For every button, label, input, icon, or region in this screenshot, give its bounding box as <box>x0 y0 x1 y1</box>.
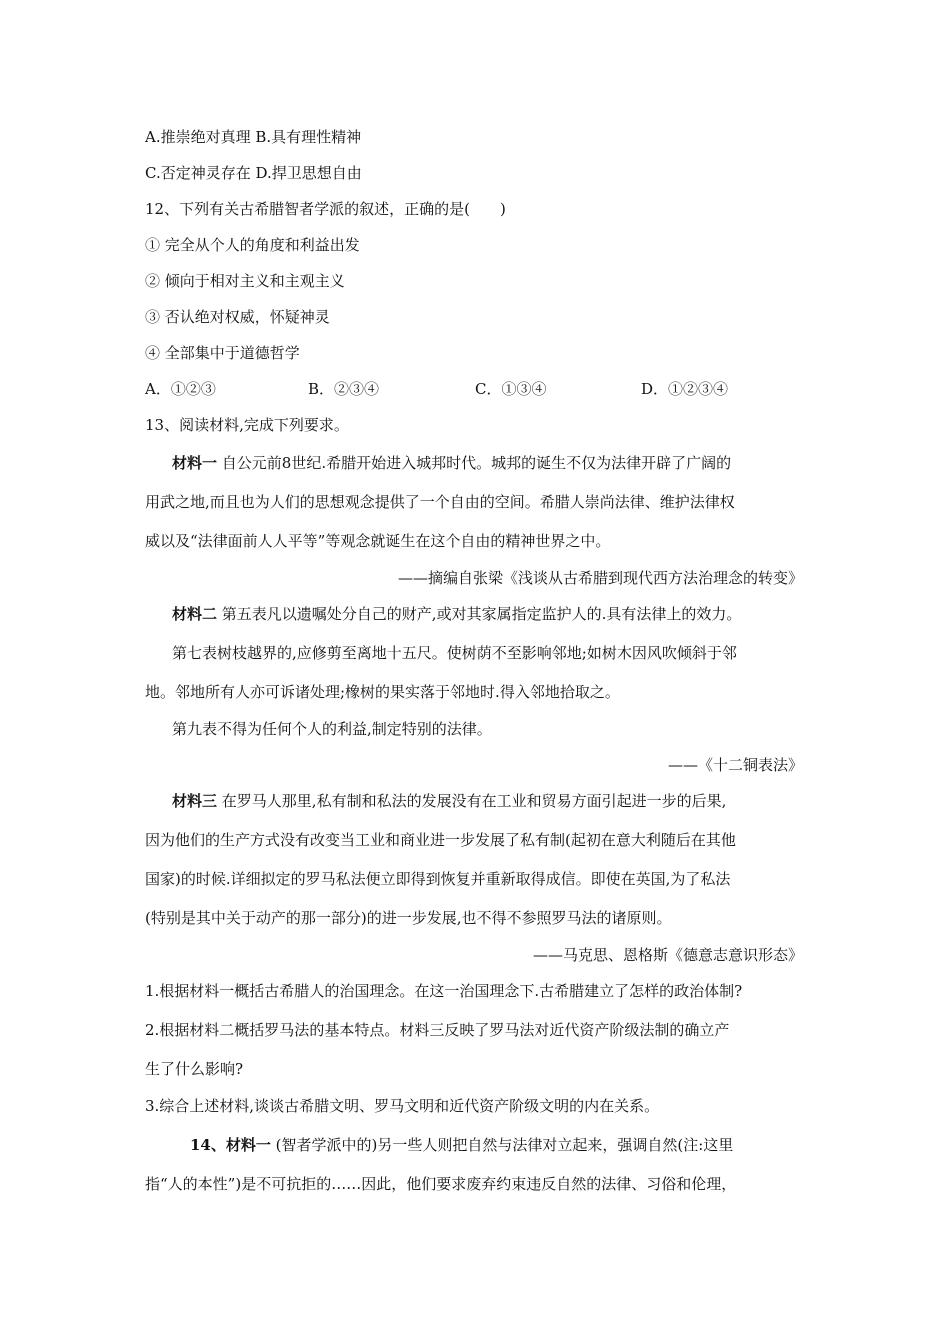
material-3-line-3: 国家)的时候.详细拟定的罗马私法便立即得到恢复并重新取得成信。即使在英国,为了私法 <box>145 870 731 888</box>
material-2-label: 材料二 <box>172 605 218 623</box>
material-1-label: 材料一 <box>172 454 218 472</box>
material-2-text-1: 第五表凡以遗嘱处分自己的财产,或对其家属指定监护人的.具有法律上的效力。 <box>221 605 742 623</box>
material-1-text-1: 自公元前8世纪.希腊开始进入城邦时代。城邦的诞生不仅为法律开辟了广阔的 <box>221 454 732 472</box>
q13-question-1: 1.根据材料一概括古希腊人的治国理念。在这一治国理念下.古希腊建立了怎样的政治体制? <box>145 982 743 1000</box>
q11-options-line-2: C.否定神灵存在 D.捍卫思想自由 <box>145 164 362 182</box>
material-3-text-1: 在罗马人那里,私有制和私法的发展没有在工业和贸易方面引起进一步的后果, <box>221 792 727 810</box>
q12-item-2: ② 倾向于相对主义和主观主义 <box>145 272 345 290</box>
q14-line-1 <box>190 1135 733 1155</box>
material-1-line-3: 威以及“法律面前人人平等”等观念就诞生在这个自由的精神世界之中。 <box>145 532 611 550</box>
material-2-line-3: 地。邻地所有人亦可诉诸处理;橡树的果实落于邻地时.得入邻地拾取之。 <box>145 683 620 701</box>
q13-question-2-line-2: 生了什么影响? <box>145 1060 244 1078</box>
material-3-line-2: 因为他们的生产方式没有改变当工业和商业进一步发展了私有制(起初在意大利随后在其他 <box>145 831 736 849</box>
q13-question-3: 3.综合上述材料,谈谈古希腊文明、罗马文明和近代资产阶级文明的内在关系。 <box>145 1097 660 1115</box>
material-1-source: ——摘编自张梁《浅谈从古希腊到现代西方法治理念的转变》 <box>397 569 803 587</box>
material-3-source: ——马克思、恩格斯《德意志意识形态》 <box>532 946 803 964</box>
q12-choice-d: D．①②③④ <box>641 380 729 398</box>
q11-options-line-1: A.推崇绝对真理 B.具有理性精神 <box>145 128 362 146</box>
material-2-source: ——《十二铜表法》 <box>667 756 803 774</box>
q12-choice-c: C．①③④ <box>475 380 547 398</box>
q14-text-1: (智者学派中的)另一些人则把自然与法律对立起来，强调自然(注:这里 <box>275 1136 734 1154</box>
material-2-line-2: 第七表树枝越界的,应修剪至离地十五尺。使树荫不至影响邻地;如树木因风吹倾斜于邻 <box>172 644 737 662</box>
q13-stem: 13、阅读材料,完成下列要求。 <box>145 416 349 434</box>
q12-item-1: ① 完全从个人的角度和利益出发 <box>145 236 360 254</box>
q13-question-2-line-1: 2.根据材料二概括罗马法的基本特点。材料三反映了罗马法对近代资产阶级法制的确立产 <box>145 1021 730 1039</box>
material-1-line-2: 用武之地,而且也为人们的思想观念提供了一个自由的空间。希腊人崇尚法律、维护法律权 <box>145 493 735 511</box>
material-1-line-1 <box>172 453 731 473</box>
material-2-line-4: 第九表不得为任何个人的利益,制定特别的法律。 <box>172 720 492 738</box>
material-3-line-4: (特别是其中关于动产的那一部分)的进一步发展,也不得不参照罗马法的诸原则。 <box>145 909 672 927</box>
q12-item-4: ④ 全部集中于道德哲学 <box>145 344 300 362</box>
material-3-label: 材料三 <box>172 792 218 810</box>
q12-choice-b: B．②③④ <box>308 380 380 398</box>
material-2-line-1 <box>172 604 741 624</box>
q12-choice-a: A．①②③ <box>145 380 216 398</box>
q14-line-2: 指“人的本性”)是不可抗拒的……因此，他们要求废弃约束违反自然的法律、习俗和伦理， <box>145 1175 737 1193</box>
q14-label: 14、材料一 <box>190 1136 271 1154</box>
material-3-line-1 <box>172 791 726 811</box>
q12-stem: 12、下列有关古希腊智者学派的叙述，正确的是( ) <box>145 200 506 218</box>
q12-item-3: ③ 否认绝对权威，怀疑神灵 <box>145 308 330 326</box>
